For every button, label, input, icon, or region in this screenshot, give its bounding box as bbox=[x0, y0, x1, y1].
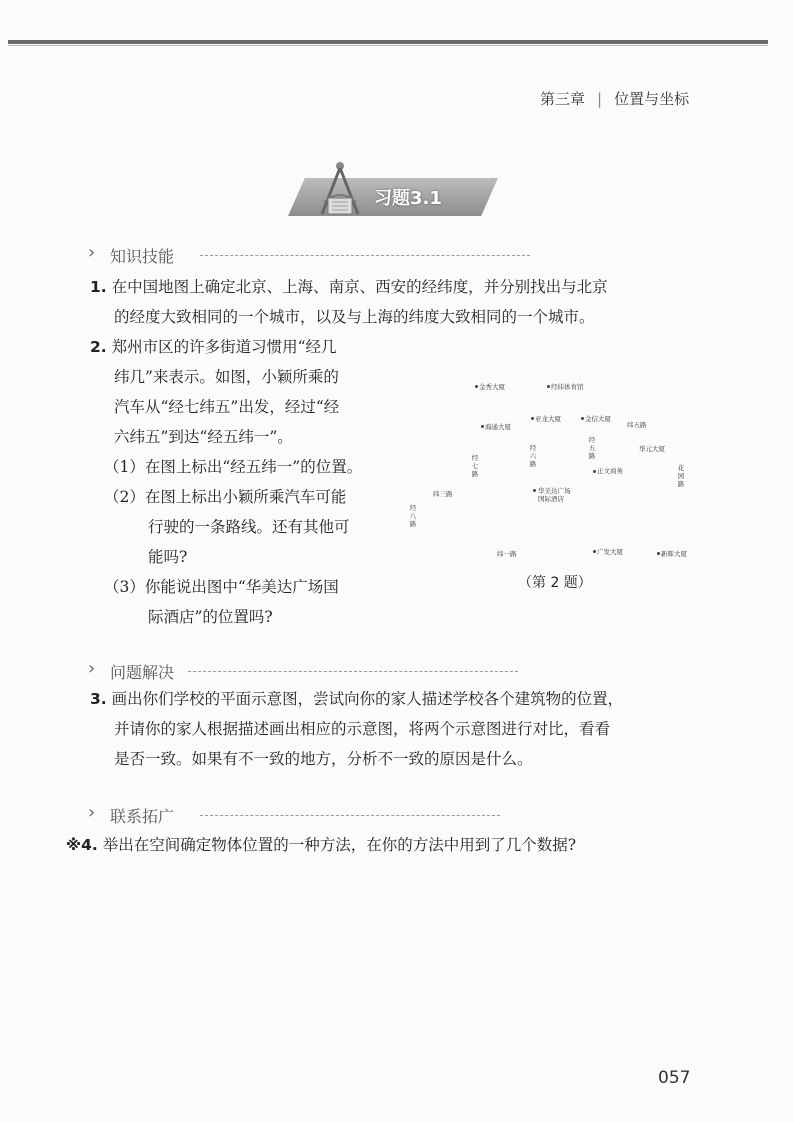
q2-text4: 六纬五”到达“经五纬一”。 bbox=[114, 428, 293, 446]
section-label: 联系拓广 bbox=[110, 807, 175, 826]
map-dot bbox=[657, 552, 660, 555]
q3-number: 3. bbox=[90, 690, 107, 708]
compass-icon bbox=[316, 158, 364, 218]
q2-sub2a-text: （2）在图上标出小颖所乘汽车可能 bbox=[104, 488, 347, 506]
q2-sub1-text: （1）在图上标出“经五纬一”的位置。 bbox=[104, 458, 363, 476]
map-label-jinxiu: 金秀大厦 bbox=[479, 383, 505, 391]
map-dot bbox=[593, 550, 596, 553]
map-label-jing7: 经七路 bbox=[471, 454, 479, 478]
top-rule bbox=[8, 40, 768, 44]
map-dot bbox=[593, 470, 596, 473]
map-label-jing8: 经八路 bbox=[409, 504, 417, 528]
page-number: 057 bbox=[658, 1068, 691, 1088]
q4-line1 bbox=[66, 834, 576, 856]
q2-sub3b-text: 际酒店”的位置吗? bbox=[148, 608, 273, 626]
map-label-jing5: 经五路 bbox=[588, 436, 596, 460]
q2-sub3a bbox=[104, 576, 339, 598]
q3-line1 bbox=[90, 688, 623, 710]
street-map-figure bbox=[405, 372, 695, 572]
q1-text2: 的经度大致相同的一个城市，以及与上海的纬度大致相同的一个城市。 bbox=[114, 308, 595, 326]
section-divider bbox=[200, 815, 500, 816]
map-label-weiwu: 纬五路 bbox=[627, 421, 647, 429]
q1-number: 1. bbox=[90, 278, 107, 296]
chapter-title: 位置与坐标 bbox=[614, 90, 690, 108]
map-label-weisan: 纬三路 bbox=[433, 490, 453, 498]
map-label-huayuan: 华元大厦 bbox=[639, 445, 665, 453]
map-label-sport: 经纬体育馆 bbox=[551, 383, 584, 391]
q2-sub2c-text: 能吗? bbox=[148, 548, 188, 566]
map-label-haitong: 海通大厦 bbox=[485, 423, 511, 431]
map-label-xinhui: 新晖大厦 bbox=[661, 550, 687, 558]
chevron-right-icon: › bbox=[88, 658, 96, 679]
map-dot bbox=[475, 385, 478, 388]
q3-text1: 画出你们学校的平面示意图，尝试向你的家人描述学校各个建筑物的位置， bbox=[111, 690, 624, 708]
map-label-yalong: 亚龙大厦 bbox=[535, 415, 561, 423]
q4-text1: 举出在空间确定物体位置的一种方法，在你的方法中用到了几个数据? bbox=[102, 836, 576, 854]
banner-title: 习题3.1 bbox=[374, 188, 442, 209]
top-rule-thin bbox=[8, 45, 768, 46]
q2-text2: 纬几”来表示。如图，小颖所乘的 bbox=[114, 368, 339, 386]
map-label-zhengwen: 正文商务 bbox=[597, 467, 623, 475]
section-extension bbox=[88, 804, 688, 828]
q1-line2 bbox=[114, 306, 595, 328]
q2-text1: 郑州市区的许多街道习惯用“经几 bbox=[111, 338, 337, 356]
q2-text3: 汽车从“经七纬五”出发，经过“经 bbox=[114, 398, 340, 416]
q2-sub2b bbox=[148, 516, 350, 538]
q1-line1 bbox=[90, 276, 608, 298]
q2-sub2c bbox=[148, 546, 187, 568]
header-separator: | bbox=[597, 90, 603, 108]
map-label-huamei2: 国际酒店 bbox=[538, 495, 564, 503]
q3-line2 bbox=[114, 718, 610, 740]
section-label: 问题解决 bbox=[110, 663, 175, 682]
section-label: 知识技能 bbox=[110, 247, 175, 266]
map-label-guangfa: 广发大厦 bbox=[597, 548, 623, 556]
map-dot bbox=[531, 417, 534, 420]
map-label-huamei1: 华美达广场 bbox=[538, 487, 571, 495]
map-label-jing6: 经六路 bbox=[529, 444, 537, 468]
section-problem bbox=[88, 660, 688, 684]
section-divider bbox=[200, 255, 530, 256]
q2-number: 2. bbox=[90, 338, 107, 356]
q1-text1: 在中国地图上确定北京、上海、南京、西安的经纬度，并分别找出与北京 bbox=[111, 278, 608, 296]
q3-text3: 是否一致。如果有不一致的地方，分析不一致的原因是什么。 bbox=[114, 750, 533, 768]
figure-caption: （第 2 题） bbox=[518, 575, 592, 591]
map-label-jinxin: 金信大厦 bbox=[585, 415, 611, 423]
q2-line3 bbox=[114, 396, 339, 418]
q2-sub3b bbox=[148, 606, 273, 628]
map-dot bbox=[547, 385, 550, 388]
q3-text2: 并请你的家人根据描述画出相应的示意图，将两个示意图进行对比，看看 bbox=[114, 720, 611, 738]
running-header bbox=[540, 88, 689, 109]
map-label-huayuanlu: 花园路 bbox=[677, 464, 685, 488]
q2-sub3a-text: （3）你能说出图中“华美达广场国 bbox=[104, 578, 339, 596]
map-label-weiyi: 纬一路 bbox=[497, 550, 517, 558]
section-divider bbox=[188, 671, 518, 672]
q2-sub1 bbox=[104, 456, 362, 478]
section-knowledge bbox=[88, 244, 688, 268]
q3-line3 bbox=[114, 748, 533, 770]
chapter-label: 第三章 bbox=[540, 90, 586, 108]
q2-line2 bbox=[114, 366, 339, 388]
map-dot bbox=[581, 417, 584, 420]
q2-sub2a bbox=[104, 486, 346, 508]
q2-line1 bbox=[90, 336, 337, 358]
q2-line4 bbox=[114, 426, 293, 448]
map-dot bbox=[533, 489, 536, 492]
q4-number: ※4. bbox=[66, 836, 98, 854]
q2-sub2b-text: 行驶的一条路线。还有其他可 bbox=[148, 518, 350, 536]
exercise-banner bbox=[288, 176, 498, 220]
chevron-right-icon: › bbox=[88, 802, 96, 823]
map-dot bbox=[481, 425, 484, 428]
chevron-right-icon: › bbox=[88, 242, 96, 263]
